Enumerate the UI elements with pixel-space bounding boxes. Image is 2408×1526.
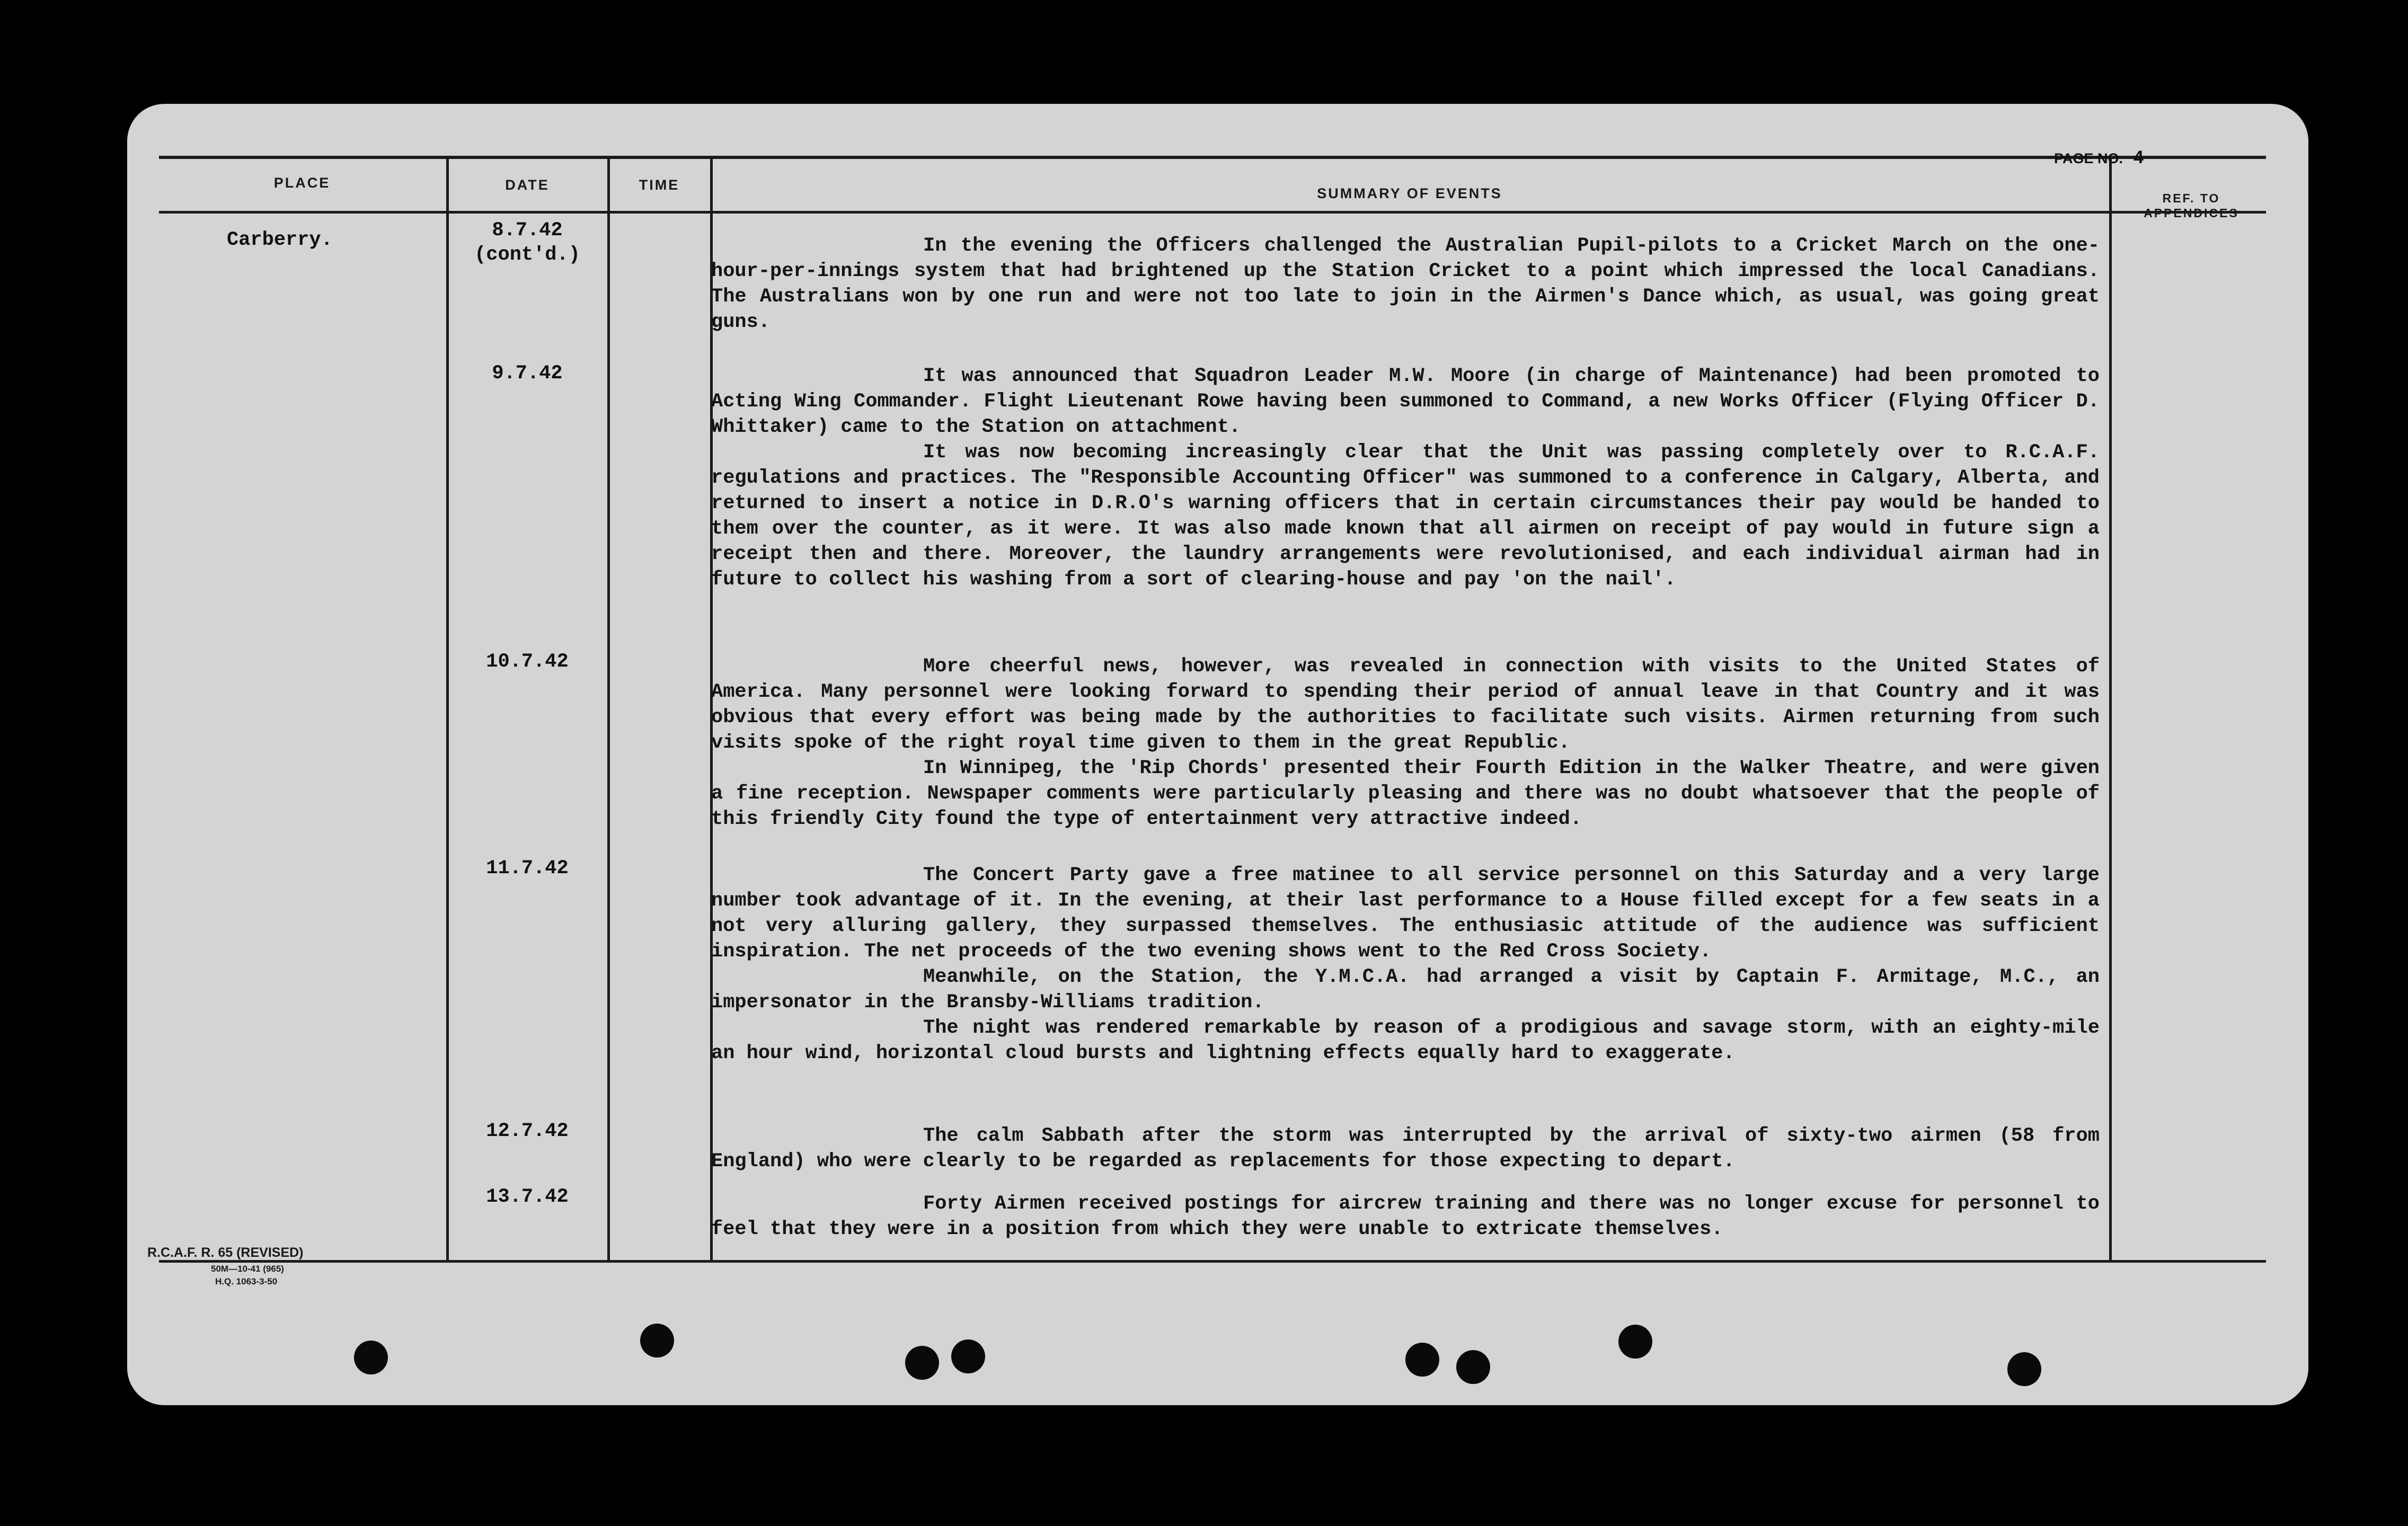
form-print-code: 50M—10-41 (965) bbox=[211, 1264, 284, 1274]
form-number bbox=[147, 1245, 304, 1287]
summary-paragraph: In the evening the Officers challenged the Australian Pupil-pilots to a Cricket March on the one-hour-per-innings system that had brightened up the Station Cricket to a point which impressed the local Canadians. The Australians won by one run and were not too late to join in the Airmen's Dance which, as usual, was going great guns. bbox=[711, 235, 2100, 333]
page-number-label: PAGE NO. bbox=[2054, 150, 2123, 166]
place-entry: Carberry. bbox=[227, 229, 333, 251]
punch-hole bbox=[1405, 1343, 1439, 1377]
summary-paragraph: Forty Airmen received postings for aircrew training and there was no longer excuse for personnel to feel that they were in a position from which they were unable to extricate themselves. bbox=[711, 1193, 2100, 1240]
column-header-summary: SUMMARY OF EVENTS bbox=[1317, 185, 1502, 201]
summary-entry bbox=[711, 233, 2100, 335]
punch-hole bbox=[354, 1341, 388, 1374]
summary-paragraph: The night was rendered remarkable by reason of a prodigious and savage storm, with an eighty-mile an hour wind, horizontal cloud bursts and lightning effects equally hard to exaggerate. bbox=[711, 1017, 2100, 1064]
punch-hole bbox=[951, 1339, 985, 1373]
date-entry: 13.7.42 bbox=[486, 1186, 569, 1208]
column-header-time: TIME bbox=[639, 177, 680, 193]
header-rule bbox=[159, 211, 2266, 214]
column-header-place: PLACE bbox=[273, 175, 331, 191]
summary-entry bbox=[711, 654, 2100, 832]
date-entry: 12.7.42 bbox=[486, 1120, 569, 1142]
summary-entry bbox=[711, 1123, 2100, 1174]
bottom-rule bbox=[159, 1260, 2266, 1263]
summary-paragraph: Meanwhile, on the Station, the Y.M.C.A. had arranged a visit by Captain F. Armitage, M.C., an impersonator in the Bransby-Williams tradition. bbox=[711, 966, 2100, 1014]
punch-hole bbox=[640, 1324, 674, 1358]
date-entry: 9.7.42 bbox=[492, 362, 563, 385]
summary-entry bbox=[711, 363, 2100, 592]
punch-hole bbox=[905, 1346, 939, 1380]
summary-entry bbox=[711, 863, 2100, 1066]
summary-paragraph: It was announced that Squadron Leader M.W. Moore (in charge of Maintenance) had been promoted to Acting Wing Commander. Flight Lieutenant Rowe having been summoned to Command, a new Works Officer (Flying Officer D. Whittaker) came to the Station on attachment. bbox=[711, 365, 2100, 438]
date-entry: 11.7.42 bbox=[486, 857, 569, 880]
punch-hole bbox=[1618, 1325, 1652, 1359]
top-rule bbox=[159, 156, 2266, 159]
column-header-ref: REF. TO APPENDICES bbox=[2144, 191, 2239, 220]
form-number-line: R.C.A.F. R. 65 (REVISED) bbox=[147, 1245, 304, 1260]
summary-ref-divider bbox=[2109, 159, 2112, 1261]
summary-paragraph: More cheerful news, however, was revealed in connection with visits to the United States of America. Many personnel were looking forward to spending their period of annual leave in that Country and it was obvious that every effort was being made by the authorities to facilitate such visits. Airmen returning from such visits spoke of the right royal time given to them in the great Republic. bbox=[711, 655, 2100, 754]
date-entry: 10.7.42 bbox=[486, 651, 569, 673]
summary-paragraph: The calm Sabbath after the storm was interrupted by the arrival of sixty-two airmen (58 from England) who were clearly to be regarded as replacements for those expecting to depart. bbox=[711, 1125, 2100, 1173]
summary-paragraph: In Winnipeg, the 'Rip Chords' presented their Fourth Edition in the Walker Theatre, and were given a fine reception. Newspaper comments were particularly pleasing and there was no doubt whatsoever that the people of this friendly City found the type of entertainment very attractive indeed. bbox=[711, 757, 2100, 830]
punch-hole bbox=[1456, 1350, 1490, 1384]
summary-paragraph: It was now becoming increasingly clear that the Unit was passing completely over to R.C.A.F. regulations and practices. The "Responsible Accounting Officer" was summoned to a conference in Calgary, Alberta, and returned to insert a notice in D.R.O's warning officers that in certain circumstances their pay would be handed to them over the counter, as it were. It was also made known that all airmen on receipt of pay would in future sign a receipt then and there. Moreover, the laundry arrangements were revolutionised, and each individual airman had in future to collect his washing from a sort of clearing-house and pay 'on the nail'. bbox=[711, 441, 2100, 591]
page-number-value: 4 bbox=[2133, 147, 2144, 167]
date-entry: 8.7.42 (cont'd.) bbox=[474, 219, 580, 266]
summary-paragraph: The Concert Party gave a free matinee to all service personnel on this Saturday and a very large number took advantage of it. In the evening, at their last performance to a House filled except for a few seats in a not very alluring gallery, they surpassed themselves. The enthusiasic attitude of the audience was sufficient inspiration. The net proceeds of the two evening shows went to the Red Cross Society. bbox=[711, 864, 2100, 963]
form-hq-code: H.Q. 1063-3-50 bbox=[215, 1276, 278, 1287]
page-number bbox=[2054, 147, 2144, 168]
punch-hole bbox=[2007, 1352, 2041, 1386]
date-time-divider bbox=[607, 159, 610, 1261]
summary-entry bbox=[711, 1191, 2100, 1242]
column-header-date: DATE bbox=[505, 177, 550, 193]
place-date-divider bbox=[446, 159, 449, 1261]
